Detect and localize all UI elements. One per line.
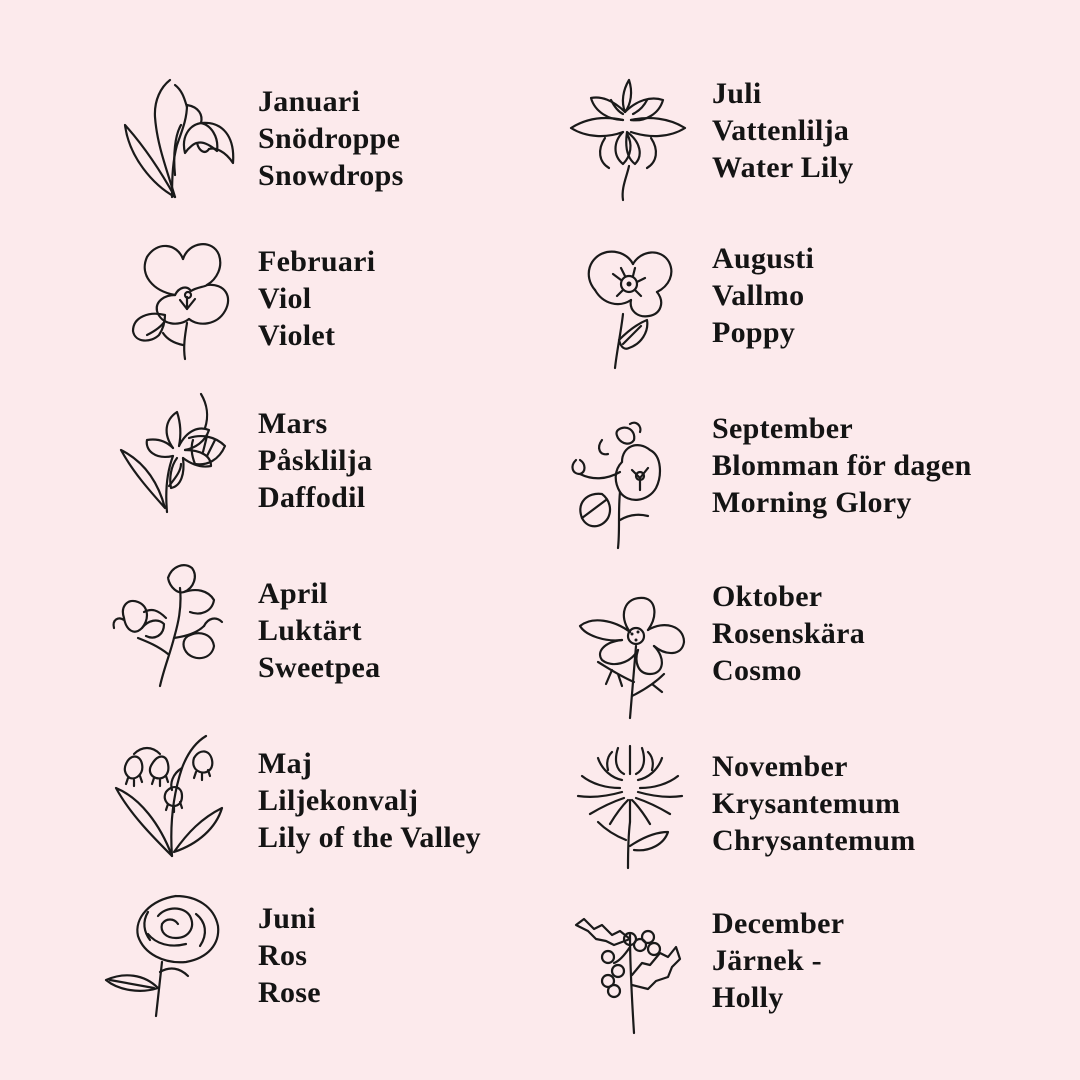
snowdrop-icon (115, 75, 245, 205)
swedish-name: Viol (258, 282, 312, 315)
month-label: Januari (258, 85, 361, 118)
poppy-icon (575, 240, 705, 370)
lily-of-the-valley-icon (112, 728, 242, 858)
daffodil-icon (115, 390, 245, 520)
english-name: Daffodil (258, 481, 366, 514)
swedish-name: Vallmo (712, 279, 805, 312)
swedish-name: Luktärt (258, 614, 362, 647)
month-label: Maj (258, 747, 313, 780)
swedish-name: Krysantemum (712, 787, 901, 820)
month-label: April (258, 577, 328, 610)
violet-icon (125, 235, 255, 365)
english-name: Cosmo (712, 654, 802, 687)
month-label: Juli (712, 77, 762, 110)
english-name: Poppy (712, 316, 796, 349)
english-name: Rose (258, 976, 321, 1009)
cosmos-icon (572, 590, 702, 720)
chrysanthemum-icon (568, 740, 698, 870)
month-label: Oktober (712, 580, 823, 613)
english-name: Holly (712, 981, 784, 1014)
water-lily-icon (565, 72, 695, 202)
swedish-name: Rosenskära (712, 617, 866, 650)
english-name: Snowdrops (258, 159, 404, 192)
swedish-name: Blomman för dagen (712, 449, 972, 482)
month-label: Mars (258, 407, 328, 440)
sweetpea-icon (108, 558, 238, 688)
english-name: Lily of the Valley (258, 821, 481, 854)
month-label: September (712, 412, 853, 445)
english-name: Violet (258, 319, 336, 352)
swedish-name: Ros (258, 939, 308, 972)
english-name: Sweetpea (258, 651, 381, 684)
swedish-name: Påsklilja (258, 444, 373, 477)
rose-icon (100, 888, 230, 1018)
swedish-name: Liljekonvalj (258, 784, 419, 817)
holly-icon (568, 905, 698, 1035)
swedish-name: Järnek - (712, 944, 822, 977)
month-label: Juni (258, 902, 316, 935)
swedish-name: Snödroppe (258, 122, 401, 155)
morning-glory-icon (562, 420, 692, 550)
month-label: Augusti (712, 242, 815, 275)
swedish-name: Vattenlilja (712, 114, 850, 147)
english-name: Morning Glory (712, 486, 912, 519)
month-label: December (712, 907, 845, 940)
english-name: Water Lily (712, 151, 854, 184)
month-label: November (712, 750, 848, 783)
month-label: Februari (258, 245, 376, 278)
english-name: Chrysantemum (712, 824, 916, 857)
